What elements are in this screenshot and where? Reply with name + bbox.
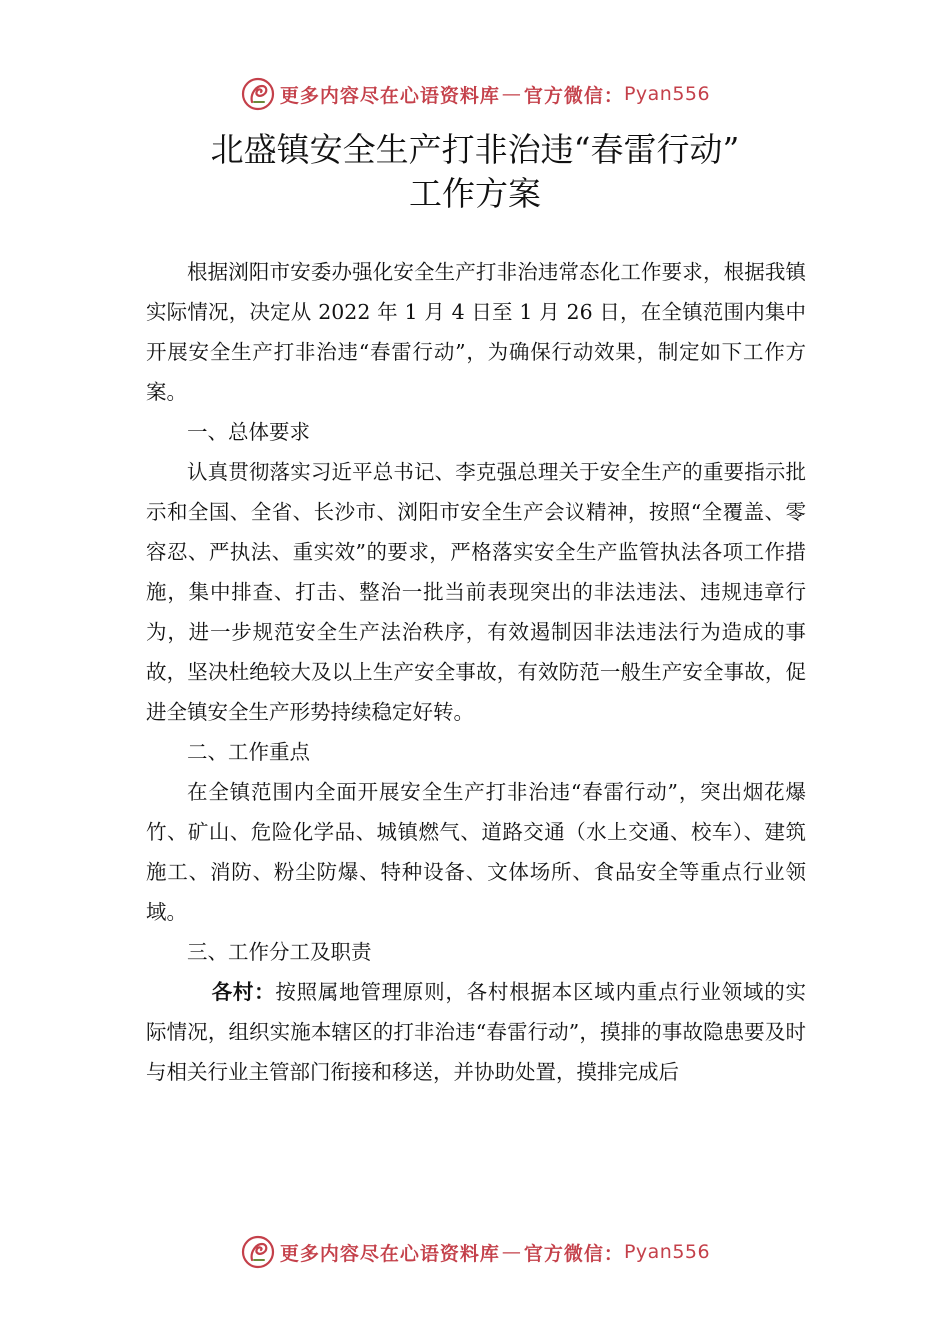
intro-paragraph: 根据浏阳市安委办强化安全生产打非治违常态化工作要求，根据我镇实际情况，决定从 2022 年 1 月 4 日至 1 月 26 日，在全镇范围内集中开展安全生产打非治违“春雷行动”，为确保行动效果，制定如下工作方案。 xyxy=(146,260,806,404)
section-3-heading: 三、工作分工及职责 xyxy=(187,940,372,964)
title-line-1: 北盛镇安全生产打非治违“春雷行动” xyxy=(210,130,740,169)
section-1-heading: 一、总体要求 xyxy=(187,420,310,444)
watermark-id: Pyan556 xyxy=(623,1241,711,1263)
watermark-id: Pyan556 xyxy=(623,83,711,105)
village-label: 各村： xyxy=(211,980,276,1004)
rose-logo-icon xyxy=(240,1234,276,1270)
section-3-village-paragraph xyxy=(146,972,806,1092)
watermark-account: 官方微信： xyxy=(523,84,624,107)
watermark-footer xyxy=(0,1232,950,1272)
document-body xyxy=(146,252,806,1092)
section-1-body: 认真贯彻落实习近平总书记、李克强总理关于安全生产的重要指示批示和全国、全省、长沙市、浏阳市安全生产会议精神，按照“全覆盖、零容忍、严执法、重实效”的要求，严格落实安全生产监管执法各项工作措施，集中排查、打击、整治一批当前表现突出的非法违法、违规违章行为，进一步规范安全生产法治秩序，有效遏制因非法违法行为造成的事故，坚决杜绝较大及以上生产安全事故，有效防范一般生产安全事故，促进全镇安全生产形势持续稳定好转。 xyxy=(146,460,806,724)
village-body: 按照属地管理原则，各村根据本区域内重点行业领域的实际情况，组织实施本辖区的打非治违“春雷行动”，摸排的事故隐患要及时与相关行业主管部门衔接和移送，并协助处置，摸排完成后 xyxy=(146,980,807,1084)
section-2-heading: 二、工作重点 xyxy=(187,740,310,764)
section-2-body: 在全镇范围内全面开展安全生产打非治违“春雷行动”，突出烟花爆竹、矿山、危险化学品、城镇燃气、道路交通（水上交通、校车）、建筑施工、消防、粉尘防爆、特种设备、文体场所、食品安全等重点行业领域。 xyxy=(146,780,806,924)
watermark-account: 官方微信： xyxy=(523,1242,624,1265)
document-title xyxy=(0,128,950,216)
watermark-separator: — xyxy=(501,83,522,105)
watermark-text: 更多内容尽在心语资料库 xyxy=(279,1242,500,1265)
watermark-header xyxy=(0,74,950,114)
watermark-separator: — xyxy=(501,1241,522,1263)
watermark-text: 更多内容尽在心语资料库 xyxy=(279,84,500,107)
rose-logo-icon xyxy=(240,76,276,112)
title-line-2: 工作方案 xyxy=(409,174,541,213)
